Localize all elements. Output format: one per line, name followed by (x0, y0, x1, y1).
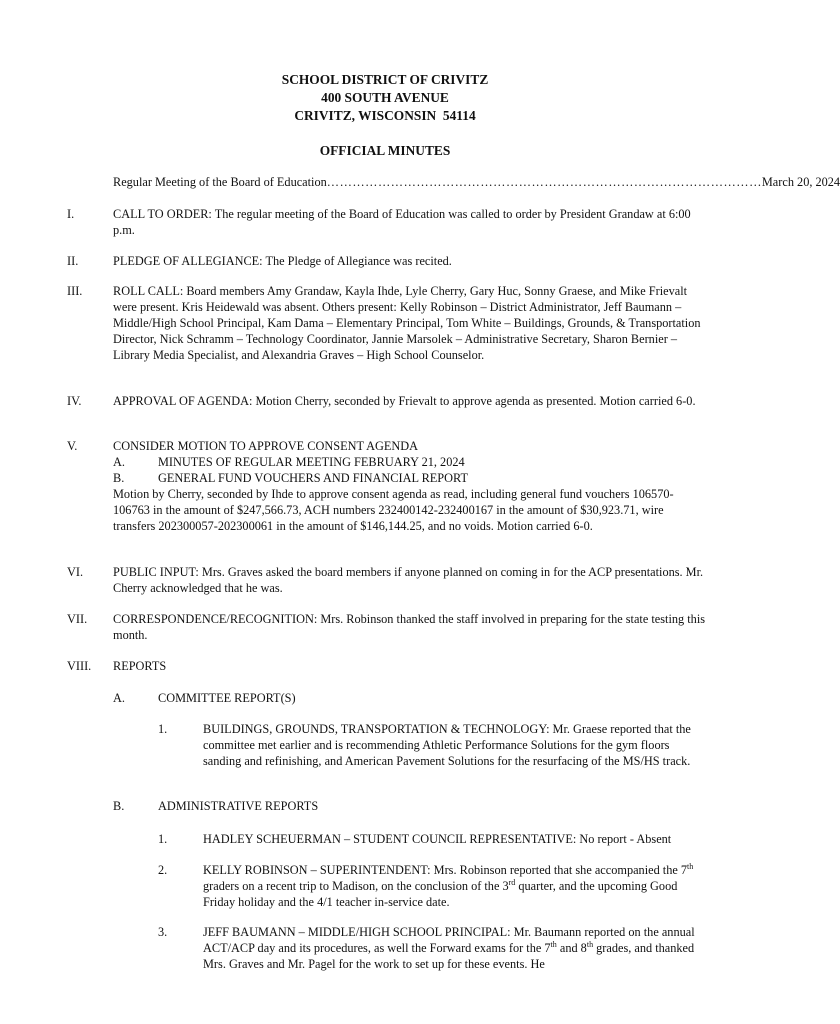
report-item-number: 1. (158, 722, 168, 736)
report-letter: B. (113, 799, 125, 813)
district-street: 400 SOUTH AVENUE (321, 90, 449, 105)
report-item-text: JEFF BAUMANN – MIDDLE/HIGH SCHOOL PRINCIPAL: Mr. Baumann reported on the annual ACT/ACP day and its procedures, as well the Forward exams for the 7th and 8th grades, and thanked Mrs. Graves and Mr. Pagel for the work to set up for these events. He (203, 925, 695, 971)
document-title: OFFICIAL MINUTES (319, 143, 451, 158)
report-item-student-council (158, 831, 718, 847)
section-roll-call (67, 283, 707, 363)
section-number: I. (67, 207, 75, 221)
report-item-superintendent (158, 862, 703, 910)
section-number: IV. (67, 394, 82, 408)
section-number: VII. (67, 612, 88, 626)
section-number: VI. (67, 565, 84, 579)
section-consent-agenda (67, 438, 707, 534)
report-item-principal (158, 924, 703, 972)
section-text: CALL TO ORDER: The regular meeting of the Board of Education was called to order by President Grandaw at 6:00 p.m. (113, 207, 691, 237)
section-public-input (67, 564, 707, 596)
section-text: PLEDGE OF ALLEGIANCE: The Pledge of Allegiance was recited. (113, 254, 452, 268)
district-city: CRIVITZ, WISCONSIN 54114 (294, 108, 476, 123)
report-title: ADMINISTRATIVE REPORTS (158, 799, 319, 813)
consent-item (113, 470, 707, 486)
section-text: ROLL CALL: Board members Amy Grandaw, Kayla Ihde, Lyle Cherry, Gary Huc, Sonny Graese, and Mike Frievalt were present. Kris Heidewald was absent. Others present: Kelly Robinson – District Administrator, Jeff Baumann – Middle/High School Principal, Kam Dama – Elementary Principal, Tom White – Buildings, Grounds, & Transportation Director, Nick Schramm – Technology Coordinator, Jannie Marsolek – Administrative Secretary, Sharon Bernier – Library Media Specialist, and Alexandria Graves – High School Counselor. (113, 284, 701, 362)
report-item-text: KELLY ROBINSON – SUPERINTENDENT: Mrs. Robinson reported that she accompanied the 7th graders on a recent trip to Madison, on the conclusion of the 3rd quarter, and the upcoming Good Friday holiday and the 4/1 teacher in-service date. (203, 861, 694, 909)
section-text: APPROVAL OF AGENDA: Motion Cherry, seconded by Frievalt to approve agenda as presented. Motion carried 6-0. (113, 394, 696, 408)
item-text: GENERAL FUND VOUCHERS AND FINANCIAL REPORT (158, 471, 469, 485)
report-item-number: 1. (158, 832, 168, 846)
section-call-to-order (67, 206, 707, 238)
section-number: VIII. (67, 659, 92, 673)
meeting-line (113, 174, 840, 190)
report-item-text: BUILDINGS, GROUNDS, TRANSPORTATION & TECHNOLOGY: Mr. Graese reported that the committee met earlier and is recommending Athletic Performance Solutions for the gym floors sanding and refinishing, and American Pavement Solutions for the resurfacing of the MS/HS track. (203, 722, 691, 768)
meeting-leader-dots: ………………………………………………………………………………………… (326, 175, 762, 189)
report-item-number: 3. (158, 925, 168, 939)
report-item-number: 2. (158, 863, 168, 877)
meeting-date: March 20, 2024 (761, 175, 840, 189)
report-committee (113, 690, 673, 706)
section-number: III. (67, 284, 83, 298)
report-title: COMMITTEE REPORT(S) (158, 691, 296, 705)
section-title: CONSIDER MOTION TO APPROVE CONSENT AGENDA (113, 439, 419, 453)
section-pledge (67, 253, 707, 269)
letterhead (0, 71, 770, 125)
section-correspondence (67, 611, 707, 643)
consent-item (113, 454, 707, 470)
district-name: SCHOOL DISTRICT OF CRIVITZ (281, 72, 489, 87)
item-letter: A. (113, 455, 125, 469)
section-text: Motion by Cherry, seconded by Ihde to approve consent agenda as read, including general fund vouchers 106570-106763 in the amount of $247,566.73, ACH numbers 232400142-232400167 in the amount of $30,923.71, wire transfers 202300057-202300061 in the amount of $146,144.25, and no voids. Motion carried 6-0. (113, 487, 674, 533)
report-item-buildings (158, 721, 703, 769)
item-text: MINUTES OF REGULAR MEETING FEBRUARY 21, 2024 (158, 455, 465, 469)
report-letter: A. (113, 691, 125, 705)
section-approval-of-agenda (67, 393, 707, 409)
item-letter: B. (113, 471, 125, 485)
section-number: II. (67, 254, 79, 268)
section-reports (67, 658, 707, 674)
section-text: REPORTS (113, 659, 167, 673)
report-administrative (113, 798, 673, 814)
section-text: CORRESPONDENCE/RECOGNITION: Mrs. Robinson thanked the staff involved in preparing for the state testing this month. (113, 612, 706, 642)
report-item-text: HADLEY SCHEUERMAN – STUDENT COUNCIL REPRESENTATIVE: No report - Absent (203, 832, 672, 846)
section-text: PUBLIC INPUT: Mrs. Graves asked the board members if anyone planned on coming in for the ACP presentations. Mr. Cherry acknowledged that he was. (113, 565, 704, 595)
meeting-label: Regular Meeting of the Board of Education (113, 175, 327, 189)
section-number: V. (67, 439, 78, 453)
